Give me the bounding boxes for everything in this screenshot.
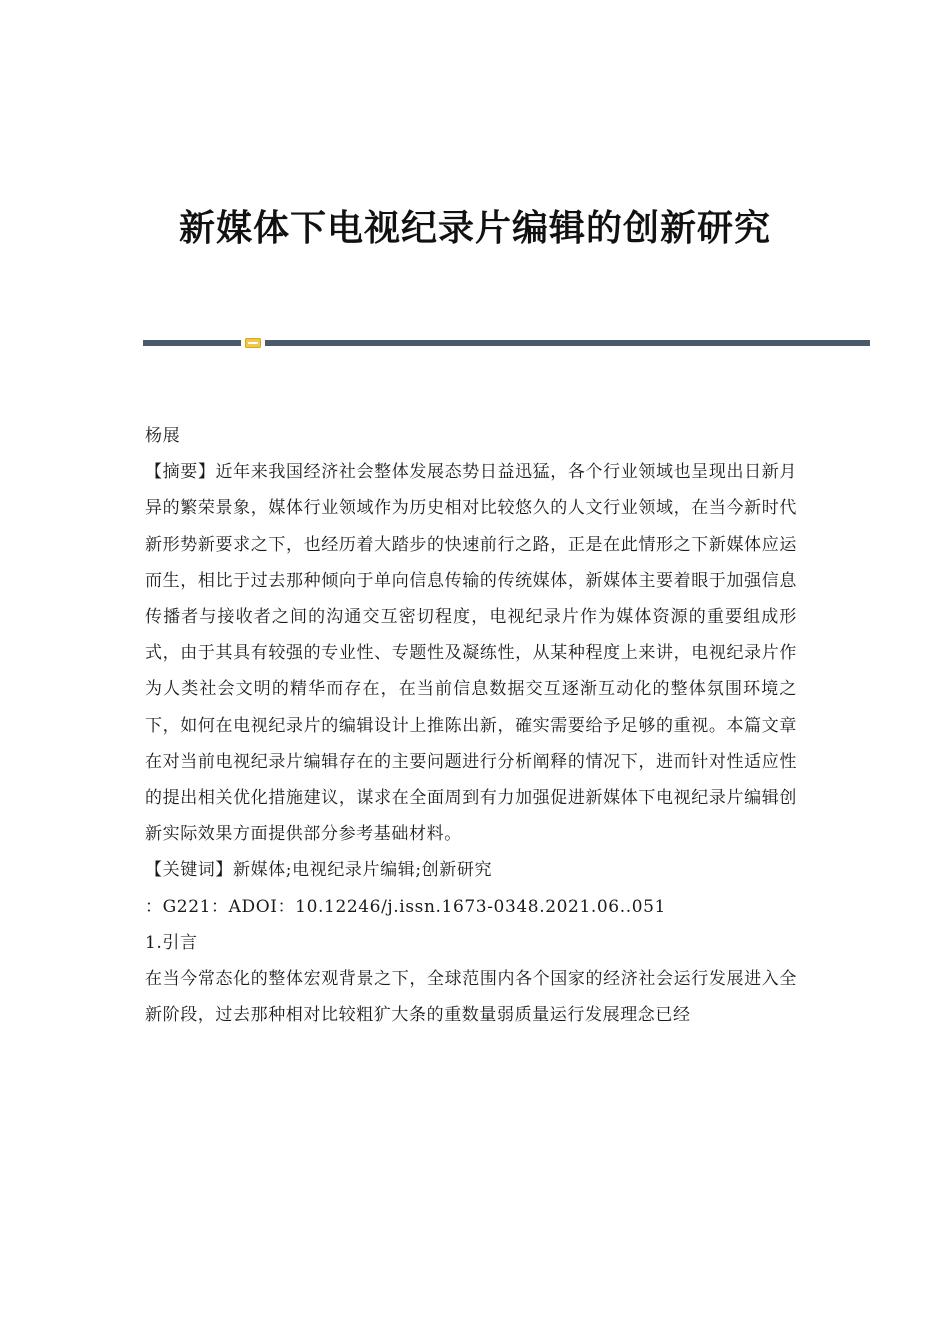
intro-paragraph: 在当今常态化的整体宏观背景之下，全球范围内各个国家的经济社会运行发展进入全新阶段，过去那种相对比较粗犷大条的重数量弱质量运行发展理念已经 bbox=[145, 969, 797, 1026]
author-name: 杨展 bbox=[145, 426, 181, 446]
divider-bar-left bbox=[143, 340, 241, 346]
section-heading: 1.引言 bbox=[145, 932, 198, 953]
classification-line: ：G221：ADOI：10.12246/j.issn.1673-0348.2021.06..051 bbox=[145, 896, 666, 917]
keywords-line: 【关键词】新媒体;电视纪录片编辑;创新研究 bbox=[145, 860, 493, 881]
document-body bbox=[145, 418, 797, 1033]
title-divider bbox=[143, 338, 870, 348]
document-title: 新媒体下电视纪录片编辑的创新研究 bbox=[178, 207, 771, 249]
abstract-paragraph: 【摘要】近年来我国经济社会整体发展态势日益迅猛，各个行业领域也呈现出日新月异的繁荣景象，媒体行业领域作为历史相对比较悠久的人文行业领域，在当今新时代新形势新要求之下，也经历着大踏步的快速前行之路，正是在此情形之下新媒体应运而生，相比于过去那种倾向于单向信息传输的传统媒体，新媒体主要着眼于加强信息传播者与接收者之间的沟通交互密切程度，电视纪录片作为媒体资源的重要组成形式，由于其具有较强的专业性、专题性及凝练性，从某种程度上来讲，电视纪录片作为人类社会文明的精华而存在，在当前信息数据交互逐渐互动化的整体氛围环境之下，如何在电视纪录片的编辑设计上推陈出新，確实需要给予足够的重视。本篇文章在对当前电视纪录片编辑存在的主要问题进行分析阐释的情况下，进而针对性适应性的提出相关优化措施建议，谋求在全面周到有力加强促进新媒体下电视纪录片编辑创新实际效果方面提供部分参考基础材料。 bbox=[145, 462, 797, 845]
divider-emblem-icon bbox=[245, 338, 261, 348]
divider-bar-right bbox=[265, 340, 870, 346]
